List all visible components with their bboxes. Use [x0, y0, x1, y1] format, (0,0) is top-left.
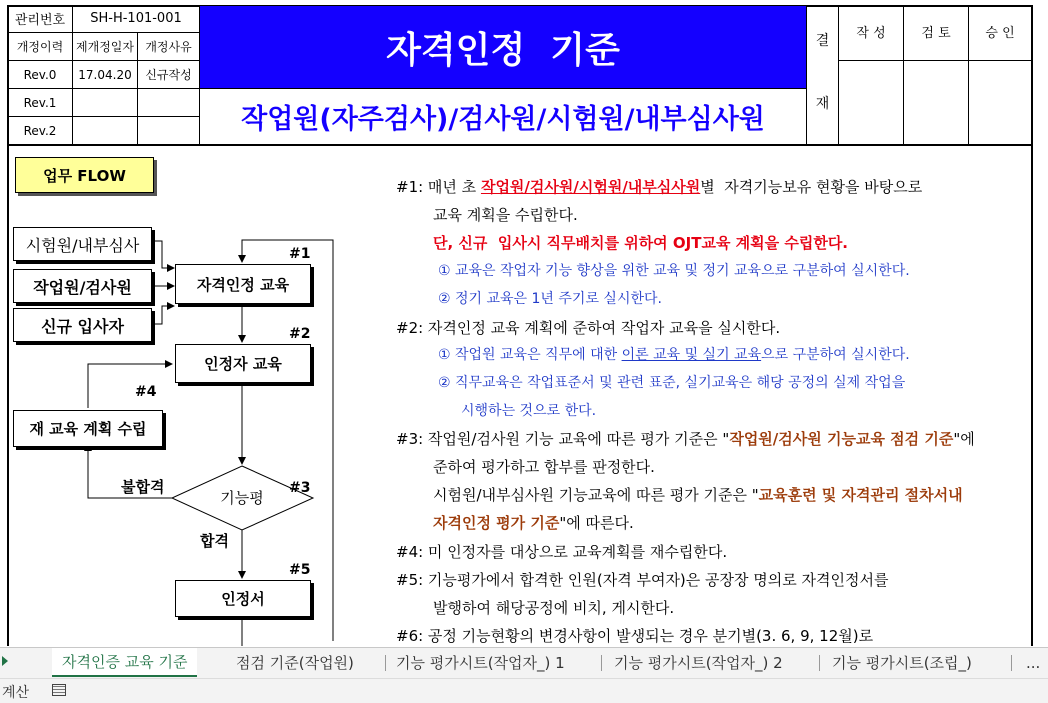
macro-record-icon[interactable]: [52, 684, 66, 696]
flow-step5-label: 인정서: [221, 590, 265, 608]
flow-marker-2: #2: [289, 326, 311, 342]
note-3-line-4: [433, 512, 634, 533]
note-3-criteria: 작업원/검사원 기능교육 점검 기준: [729, 430, 954, 448]
flow-input-tester: [13, 227, 152, 261]
flow-diagram-lines: [0, 146, 380, 646]
rev-reason-label: 개정사유: [145, 40, 192, 54]
mgmt-number-label: 관리번호: [14, 13, 66, 28]
note-1-roles: 작업원/검사원/시험원/내부심사원: [480, 178, 701, 196]
note-2-sub-1: [438, 344, 910, 364]
note-1-prefix: #1: 매년 초: [396, 178, 481, 196]
flow-fail-label: 불합격: [121, 478, 165, 496]
note-1-sub-2: ② 정기 교육은 1년 주기로 실시한다.: [438, 291, 662, 307]
note-2-sub-2-b: 시행하는 것으로 한다.: [461, 403, 597, 419]
flow-input-newhire: [13, 308, 152, 342]
tab-3-label: 기능 평가시트(작업자_) 2: [614, 654, 783, 672]
flow-input-tester-label: 시험원/내부심사: [25, 235, 140, 255]
document-subtitle: 작업원(자주검사)/검사원/시험원/내부심사원: [241, 104, 765, 135]
rev-1-number: Rev.1: [23, 95, 57, 110]
rev-0-number: Rev.0: [23, 67, 57, 82]
note-1-line-2: 교육 계획을 수립한다.: [433, 206, 578, 224]
tab-skill-eval-1[interactable]: [392, 648, 569, 677]
flow-step4-label: 재 교육 계획 수립: [29, 420, 147, 438]
rev-date-label: 제개정일자: [76, 40, 134, 54]
flow-input-newhire-label: 신규 입사자: [41, 316, 124, 336]
note-2-line-1: #2: 자격인정 교육 계획에 준하여 작업자 교육을 실시한다.: [396, 319, 781, 337]
document-header: [0, 0, 1048, 146]
flow-marker-5: #5: [289, 562, 311, 578]
approval-label-2: 재: [815, 96, 830, 112]
approval-label-1: 결: [815, 33, 830, 49]
note-2-sub-1-a: ① 작업원 교육은 직무에 대한: [438, 347, 622, 363]
note-6: #6: 공정 기능현황의 변경사항이 발생되는 경우 분기별(3. 6, 9, 12월)로: [396, 627, 874, 645]
tab-inspection-criteria[interactable]: [232, 648, 358, 677]
note-3-prefix: #3: 작업원/검사원 기능 교육에 따른 평가 기준은 ": [396, 430, 730, 448]
rev-2-number: Rev.2: [23, 123, 57, 138]
flow-title-text: 업무 FLOW: [43, 166, 126, 185]
flow-input-worker-label: 작업원/검사원: [33, 277, 132, 297]
tab-2-label: 기능 평가시트(작업자_) 1: [396, 654, 565, 672]
tab-skill-eval-2[interactable]: [610, 648, 787, 677]
status-mode: 계산: [2, 685, 30, 701]
rev-history-label: 개정이력: [16, 40, 64, 54]
approval-col-review: 검 토: [921, 25, 951, 41]
flow-marker-4: #4: [135, 384, 157, 400]
flow-step-certified-training: [175, 344, 311, 383]
flow-step-qualification-training: [175, 264, 311, 304]
note-3-line-2: 준하여 평가하고 합부를 판정한다.: [433, 458, 655, 476]
note-5-line-1: #5: 기능평가에서 합격한 인원(자격 부여자)은 공장장 명의로 자격인정서를: [396, 571, 889, 589]
flow-title-box: [15, 157, 154, 193]
note-3-line-4-criteria: 자격인정 평가 기준: [433, 514, 560, 532]
flow-step-skill-eval: [200, 484, 284, 510]
note-3-line-3-prefix: 시험원/내부심사원 기능교육에 따른 평가 기준은 ": [433, 486, 759, 504]
sheet-tab-bar: [0, 647, 1048, 678]
flow-pass-label: 합격: [200, 532, 229, 550]
flow-step1-label: 자격인정 교육: [196, 275, 290, 294]
note-2-sub-1-c: 으로 구분하여 실시한다.: [761, 347, 910, 363]
note-2-sub-2-a: ② 직무교육은 작업표준서 및 관련 표준, 실기교육은 해당 공정의 실제 작업을: [438, 375, 906, 391]
rev-0-reason: 신규작성: [145, 68, 192, 82]
approval-col-approve: 승 인: [985, 25, 1015, 41]
tab-1-label: 점검 기준(작업원): [236, 654, 354, 672]
status-bar: [0, 678, 1048, 703]
note-1-line-1: [396, 176, 922, 197]
tab-more-label: ...: [1026, 653, 1041, 672]
note-3-line-4-suffix: "에 따른다.: [559, 514, 634, 532]
flow-step3-label: 기능평: [220, 488, 264, 507]
approval-col-author: 작 성: [856, 25, 886, 41]
note-3-line-3-criteria: 교육훈련 및 자격관리 절차서내: [758, 486, 963, 504]
note-5-line-2: 발행하여 해당공정에 비치, 게시한다.: [433, 599, 675, 617]
flow-step-certificate: [175, 580, 311, 617]
note-3-suffix: "에: [953, 430, 975, 448]
document-title: 자격인정 기준: [386, 29, 620, 71]
note-4: #4: 미 인정자를 대상으로 교육계획를 재수립한다.: [396, 543, 728, 561]
tab-qualification-training[interactable]: [52, 648, 197, 677]
flow-step-retraining-plan: [13, 410, 163, 447]
note-3-line-3: [433, 484, 963, 505]
flow-input-worker: [13, 269, 152, 303]
note-1-suffix: 별 자격기능보유 현황을 바탕으로: [700, 178, 923, 196]
note-1-sub-1: ① 교육은 작업자 기능 향상을 위한 교육 및 정기 교육으로 구분하여 실시한다.: [438, 263, 910, 279]
flow-marker-3: #3: [289, 480, 311, 496]
flow-marker-1: #1: [289, 246, 311, 262]
tab-skill-eval-assembly[interactable]: [828, 648, 976, 677]
tab-scroll-right-icon[interactable]: [2, 656, 8, 666]
rev-0-date: 17.04.20: [78, 67, 132, 82]
note-2-sub-1-b: 이론 교육 및 실기 교육: [621, 347, 762, 363]
tab-more-button[interactable]: [1024, 648, 1042, 677]
tab-4-label: 기능 평가시트(조립_): [832, 654, 972, 672]
tab-0-label: 자격인증 교육 기준: [62, 653, 188, 671]
mgmt-number-value: SH-H-101-001: [90, 11, 182, 26]
note-3-line-1: [396, 428, 975, 449]
flow-step2-label: 인정자 교육: [204, 355, 282, 373]
note-1-line-3: 단, 신규 입사시 직무배치를 위하여 OJT교육 계획을 수립한다.: [433, 234, 849, 252]
